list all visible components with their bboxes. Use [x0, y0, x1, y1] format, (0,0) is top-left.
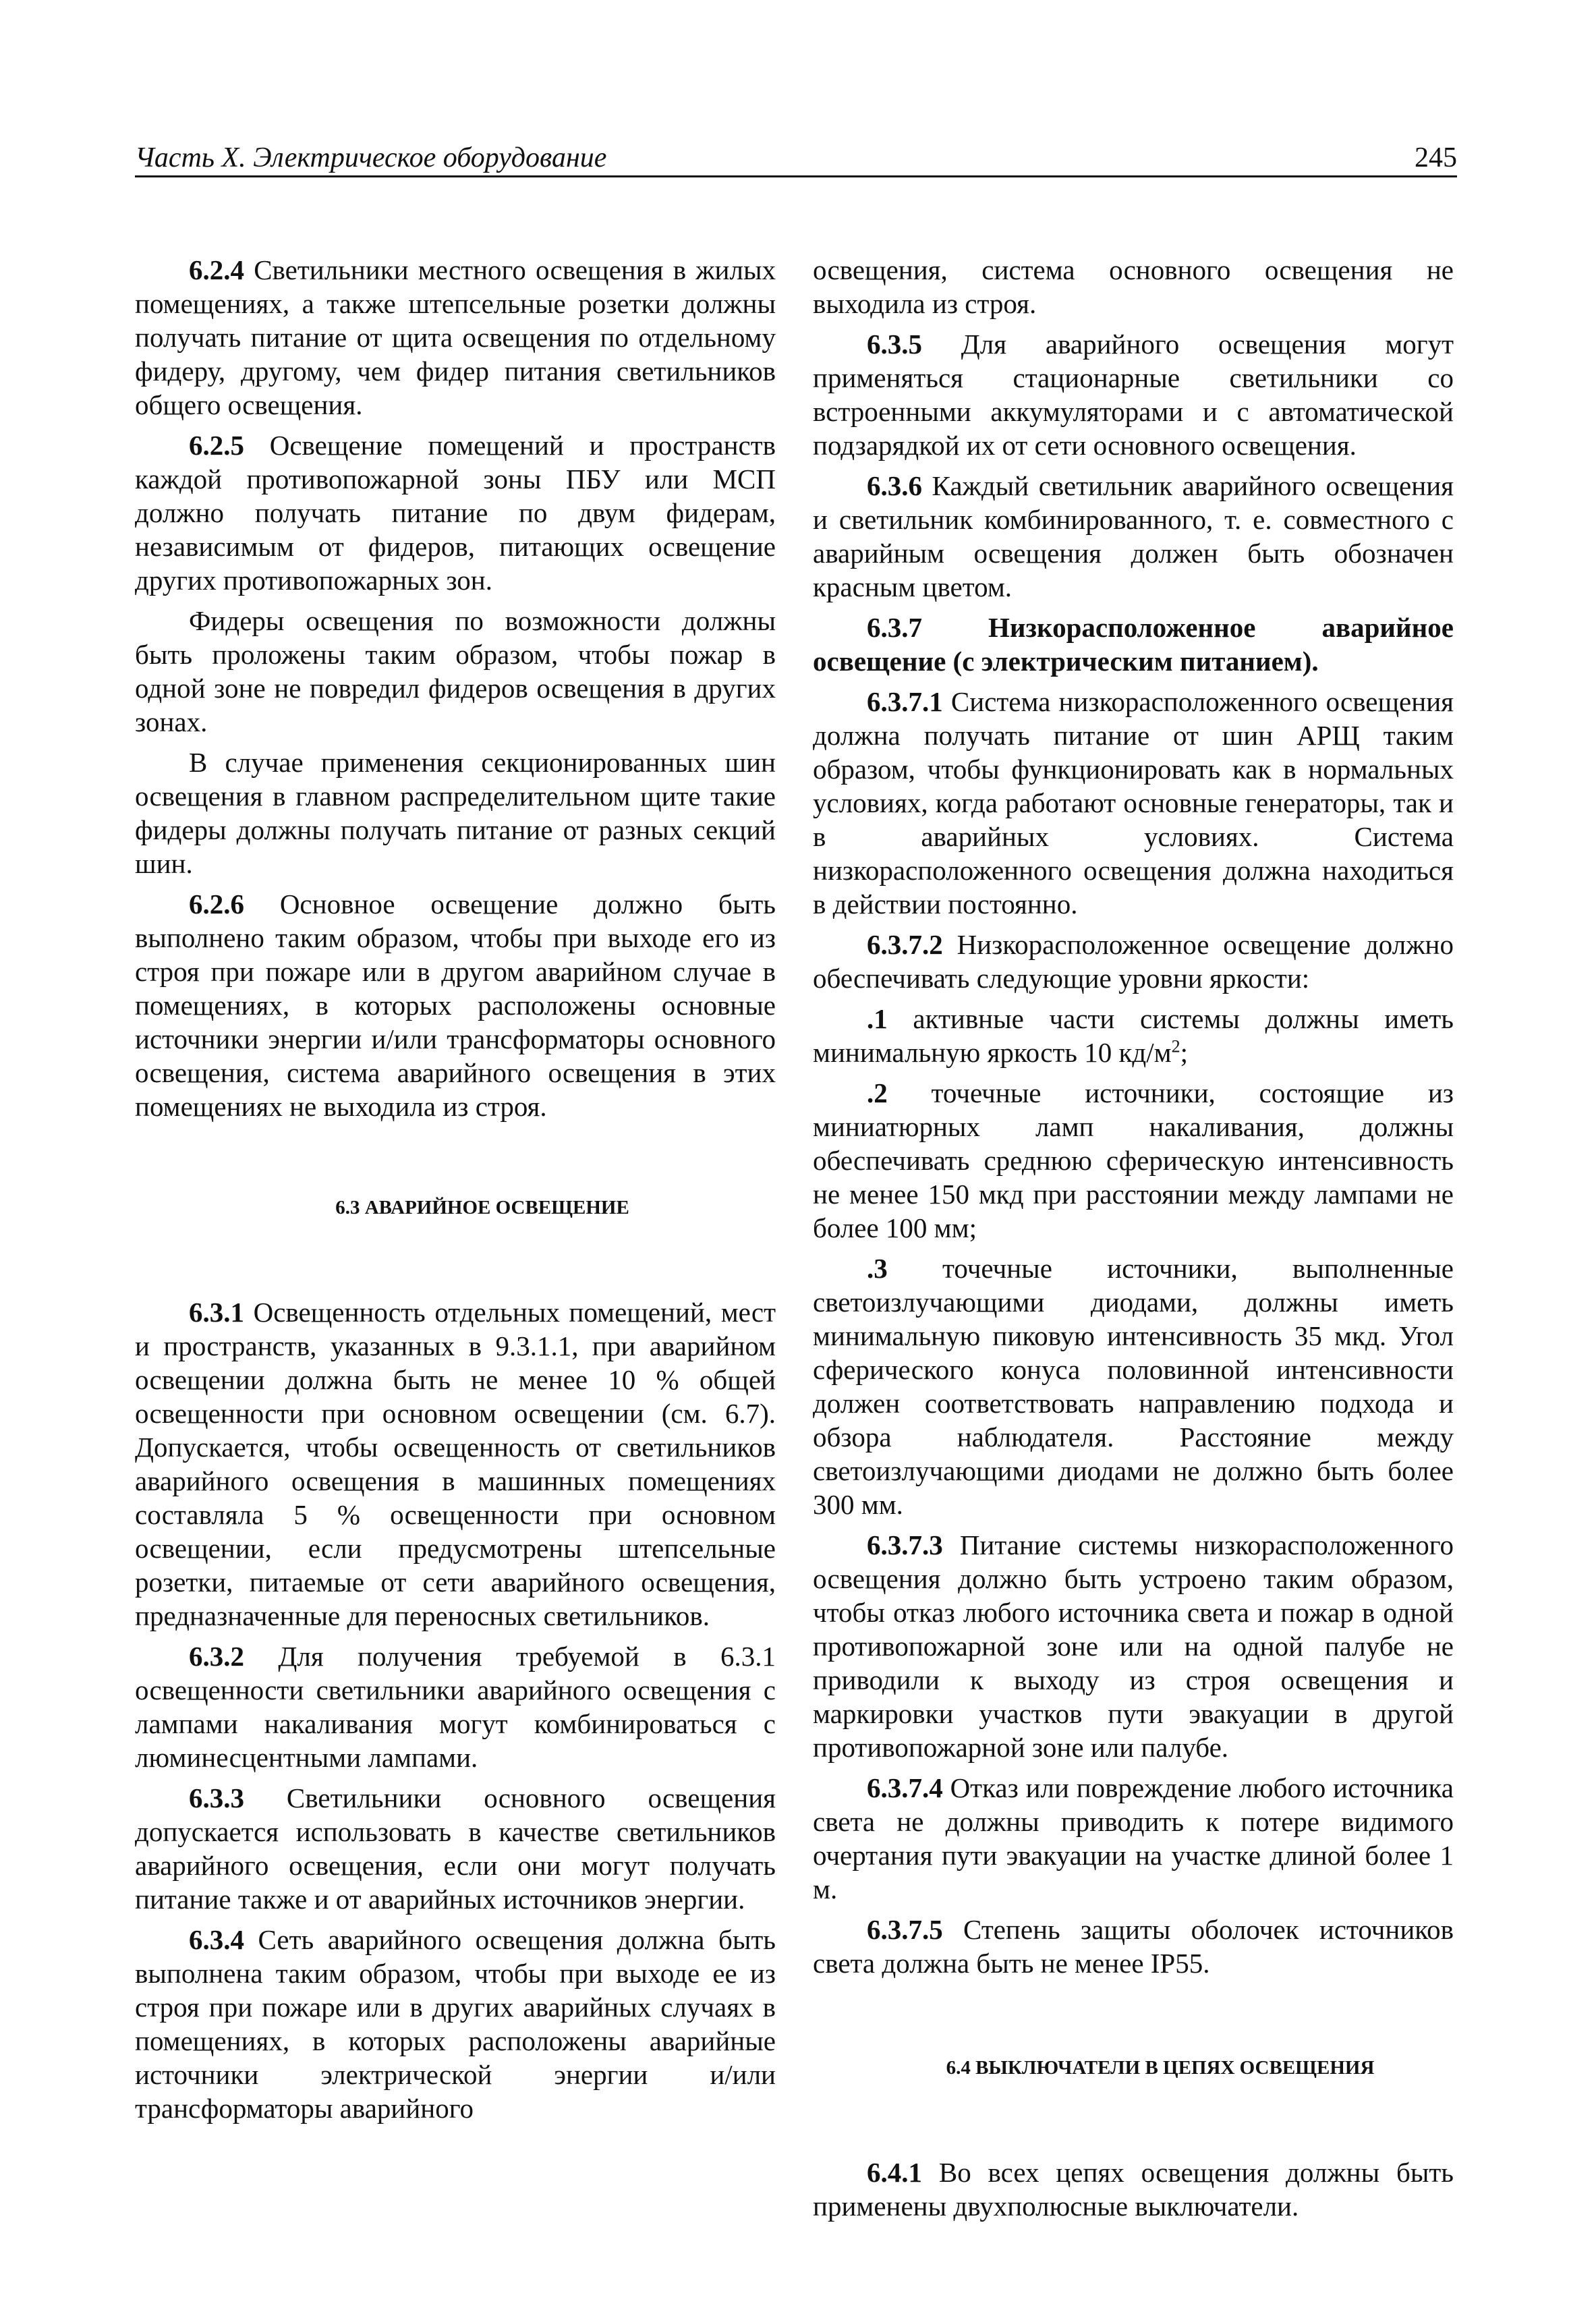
paragraph-text: Для аварийного освещения могут применяться стационарные светильники со встроенными аккумуляторами и с автоматической подзарядкой их от сети основного освещения.	[813, 329, 1454, 461]
item-tail: ;	[1180, 1037, 1189, 1068]
paragraph-text: Освещенность отдельных помещений, мест и пространств, указанных в 9.3.1.1, при аварийном освещении должна быть не менее 10 % общей освещенности при основном освещении (см. 6.7). Допускается, чтобы освещенность от светильников аварийного освещения в машинных помещениях составляла 5 % освещенности при основном освещении, если предусмотрены штепсельные розетки, питаемые от сети аварийного освещения, предназначенные для переносных светильников.	[135, 1297, 776, 1631]
header-rule	[135, 175, 1457, 177]
paragraph-text: Освещение помещений и пространств каждой противопожарной зоны ПБУ или МСП должно получать питание по двум фидерам, независимым от фидеров, питающих освещение других противопожарных зон.	[135, 430, 776, 596]
clause-number: 6.2.4	[189, 254, 244, 285]
item-text: точечные источники, состоящие из миниатюрных ламп накаливания, должны обеспечивать среднюю сферическую интенсивность не менее 150 мкд при расстоянии между лампами не более 100 мм;	[813, 1077, 1454, 1243]
paragraph-6-3-7-2	[813, 928, 1454, 995]
paragraph-text: Низкорасположенное освещение должно обеспечивать следующие уровни яркости:	[813, 929, 1454, 994]
section-heading-6-3: 6.3 АВАРИЙНОЕ ОСВЕЩЕНИЕ	[335, 1197, 629, 1218]
paragraph-6-3-7	[813, 611, 1454, 678]
paragraph-6-2-5	[135, 428, 776, 597]
clause-number: 6.3.7.5	[867, 1914, 943, 1945]
paragraph-6-3-2	[135, 1639, 776, 1774]
paragraph-6-3-6	[813, 469, 1454, 604]
paragraph-text: Для получения требуемой в 6.3.1 освещенности светильники аварийного освещения с лампами накаливания могут комбинироваться с люминесцентными лампами.	[135, 1641, 776, 1773]
paragraph-6-3-7-4	[813, 1771, 1454, 1906]
clause-number: 6.4.1	[867, 2157, 922, 2188]
paragraph-6-3-7-5	[813, 1913, 1454, 1980]
item-text: точечные источники, выполненные светоизлучающими диодами, должны иметь минимальную пиковую интенсивность 35 мкд. Угол сферического конуса половинной интенсивности должен соответствовать направлению подхода и обзора наблюдателя. Расстояние между светоизлучающими диодами не должно быть более 300 мм.	[813, 1253, 1454, 1520]
subsection-title: Низкорасположенное аварийное освещение (с электрическим питанием).	[813, 612, 1454, 677]
paragraph-sectioned: В случае применения секционированных шин освещения в главном распределительном щите такие фидеры должны получать питание от разных секций шин.	[135, 747, 776, 879]
left-column	[135, 253, 776, 2132]
clause-number: 6.3.2	[189, 1641, 244, 1672]
running-title: Часть X. Электрическое оборудование	[135, 142, 607, 173]
item-number: .3	[867, 1253, 888, 1284]
paragraph-6-3-7-3	[813, 1528, 1454, 1764]
clause-number: 6.3.5	[867, 329, 922, 360]
paragraph-text: Питание системы низкорасположенного освещения должно быть устроено таким образом, чтобы отказ любого источника света и пожар в одной противопожарной зоне или на одной палубе не приводили к выходу из строя освещения и маркировки участков пути эвакуации в другой противопожарной зоне или палубе.	[813, 1529, 1454, 1763]
clause-number: 6.3.7.3	[867, 1529, 943, 1560]
list-item-3	[813, 1251, 1454, 1521]
paragraph-6-3-4	[135, 1923, 776, 2125]
right-column	[813, 253, 1454, 2230]
page-header	[135, 135, 1457, 182]
paragraph-6-3-7-1	[813, 685, 1454, 921]
paragraph-6-3-3	[135, 1781, 776, 1916]
clause-number: 6.3.7.1	[867, 686, 943, 717]
clause-number: 6.3.4	[189, 1924, 244, 1955]
page-number: 245	[1415, 142, 1457, 173]
clause-number: 6.2.5	[189, 430, 244, 461]
clause-number: 6.2.6	[189, 889, 244, 920]
clause-number: 6.3.7.4	[867, 1772, 943, 1803]
clause-number: 6.3.3	[189, 1782, 244, 1813]
section-heading-6-4: 6.4 ВЫКЛЮЧАТЕЛИ В ЦЕПЯХ ОСВЕЩЕНИЯ	[946, 2057, 1375, 2079]
clause-number: 6.3.1	[189, 1297, 244, 1328]
clause-number: 6.3.7.2	[867, 929, 943, 960]
paragraph-6-3-5	[813, 327, 1454, 462]
paragraph-text: Основное освещение должно быть выполнено таким образом, чтобы при выходе его из строя при пожаре или в другом аварийном случае в помещениях, в которых расположены основные источники энергии и/или трансформаторы основного освещения, система аварийного освещения в этих помещениях не выходила из строя.	[135, 889, 776, 1122]
paragraph-continuation: освещения, система основного освещения не выходила из строя.	[813, 254, 1454, 319]
item-text: активные части системы должны иметь минимальную яркость 10 кд/м	[813, 1003, 1454, 1068]
paragraph-text: Каждый светильник аварийного освещения и светильник комбинированного, т. е. совместного с аварийным освещения должен быть обозначен красным цветом.	[813, 470, 1454, 602]
superscript: 2	[1171, 1036, 1180, 1057]
paragraph-text: Светильники местного освещения в жилых помещениях, а также штепсельные розетки должны получать питание от щита освещения по отдельному фидеру, другому, чем фидер питания светильников общего освещения.	[135, 254, 776, 420]
paragraph-6-2-6	[135, 887, 776, 1123]
paragraph-6-3-1	[135, 1295, 776, 1633]
paragraph-text: Система низкорасположенного освещения должна получать питание от шин АРЩ таким образом, чтобы функционировать как в нормальных условиях, когда работают основные генераторы, так и в аварийных условиях. Система низкорасположенного освещения должна находиться в действии постоянно.	[813, 686, 1454, 920]
paragraph-text: Сеть аварийного освещения должна быть выполнена таким образом, чтобы при выходе ее из строя при пожаре или в других аварийных случаях в помещениях, в которых расположены аварийные источники электрической энергии и/или трансформаторы аварийного	[135, 1924, 776, 2124]
clause-number: 6.3.6	[867, 470, 922, 501]
paragraph-6-4-1	[813, 2156, 1454, 2223]
paragraph-text: Степень защиты оболочек источников света должна быть не менее IP55.	[813, 1914, 1454, 1979]
item-number: .1	[867, 1003, 888, 1034]
paragraph-feeders: Фидеры освещения по возможности должны быть проложены таким образом, чтобы пожар в одной зоне не повредил фидеров освещения в других зонах.	[135, 605, 776, 737]
paragraph-text: Светильники основного освещения допускается использовать в качестве светильников аварийного освещения, если они могут получать питание также и от аварийных источников энергии.	[135, 1782, 776, 1915]
paragraph-text: Отказ или повреждение любого источника света не должны приводить к потере видимого очертания пути эвакуации на участке длиной более 1 м.	[813, 1772, 1454, 1905]
clause-number: 6.3.7	[867, 612, 922, 643]
paragraph-text: Во всех цепях освещения должны быть применены двухполюсные выключатели.	[813, 2157, 1454, 2222]
paragraph-6-2-4	[135, 253, 776, 422]
list-item-2	[813, 1076, 1454, 1245]
list-item-1	[813, 1002, 1454, 1069]
item-number: .2	[867, 1077, 888, 1108]
